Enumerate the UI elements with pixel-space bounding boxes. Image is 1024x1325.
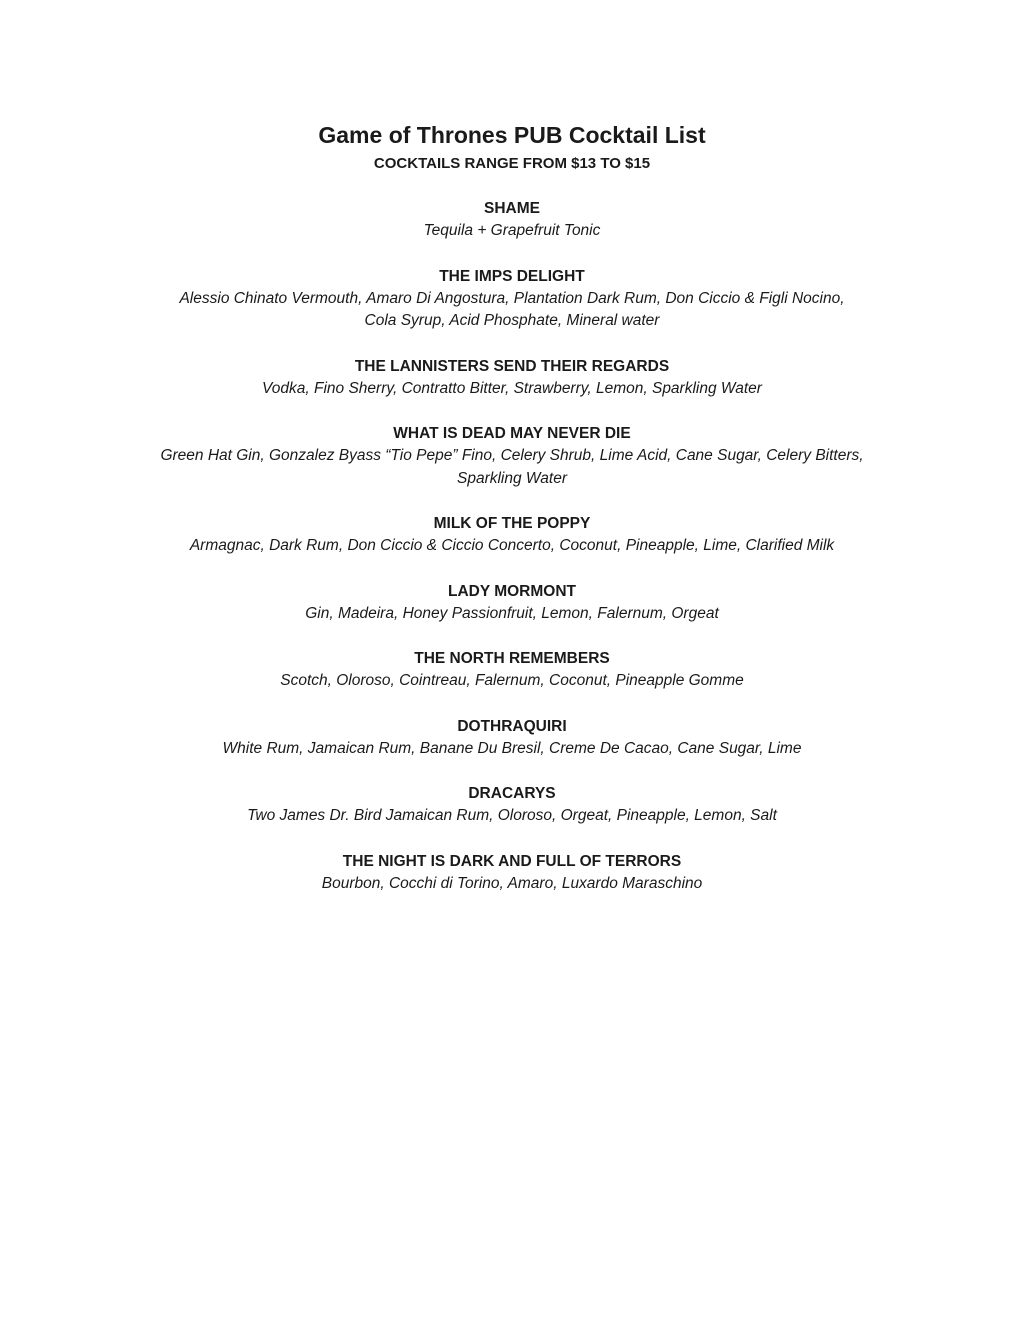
ingredients-line: Green Hat Gin, Gonzalez Byass “Tio Pepe” Fino, Celery Shrub, Lime Acid, Cane Sugar, Celery Bitters, [160,447,864,464]
ingredients-line: Vodka, Fino Sherry, Contratto Bitter, Strawberry, Lemon, Sparkling Water [262,379,762,397]
cocktail-item [100,648,924,693]
cocktail-name: THE IMPS DELIGHT [439,267,585,285]
cocktail-item [100,198,924,243]
cocktail-ingredients [100,220,924,243]
cocktail-item [100,581,924,626]
cocktail-ingredients [100,603,924,626]
cocktail-ingredients [100,805,924,828]
ingredients-line: Two James Dr. Bird Jamaican Rum, Oloroso, Orgeat, Pineapple, Lemon, Salt [247,807,777,824]
cocktail-item [100,356,924,401]
ingredients-line: Alessio Chinato Vermouth, Amaro Di Angostura, Plantation Dark Rum, Don Ciccio & Figli Nocino, [179,289,845,307]
cocktail-name: THE LANNISTERS SEND THEIR REGARDS [354,357,670,375]
ingredients-line: Scotch, Oloroso, Cointreau, Falernum, Coconut, Pineapple Gomme [280,672,744,689]
price-range-subtitle: COCKTAILS RANGE FROM $13 TO $15 [373,155,651,172]
cocktail-name: THE NIGHT IS DARK AND FULL OF TERRORS [342,852,682,870]
ingredients-line: Sparkling Water [457,469,567,487]
cocktail-name: SHAME [484,200,540,217]
cocktail-item [100,513,924,558]
ingredients-line: White Rum, Jamaican Rum, Banane Du Bresil, Creme De Cacao, Cane Sugar, Lime [222,739,802,757]
cocktail-item [100,716,924,761]
cocktail-ingredients [100,535,924,558]
page-title: Game of Thrones PUB Cocktail List [318,122,706,148]
cocktail-ingredients [100,873,924,896]
cocktail-item [100,423,924,490]
cocktail-name: DOTHRAQUIRI [457,717,567,735]
cocktail-name: THE NORTH REMEMBERS [414,650,610,667]
cocktail-item [100,851,924,896]
cocktail-ingredients [100,378,924,401]
ingredients-line: Bourbon, Cocchi di Torino, Amaro, Luxardo Maraschino [321,874,703,892]
cocktail-ingredients [100,738,924,761]
cocktail-name: DRACARYS [468,785,556,802]
ingredients-line: Armagnac, Dark Rum, Don Ciccio & Ciccio Concerto, Coconut, Pineapple, Lime, Clarified Milk [189,537,835,554]
ingredients-line: Gin, Madeira, Honey Passionfruit, Lemon, Falernum, Orgeat [305,604,719,622]
cocktail-item [100,783,924,828]
cocktail-name: LADY MORMONT [447,582,576,600]
cocktail-list [100,198,924,918]
cocktail-ingredients [100,288,924,333]
cocktail-ingredients [100,445,924,490]
cocktail-name: WHAT IS DEAD MAY NEVER DIE [393,425,631,442]
cocktail-item [100,266,924,333]
cocktail-ingredients [100,670,924,693]
ingredients-line: Tequila + Grapefruit Tonic [423,222,601,239]
ingredients-line: Cola Syrup, Acid Phosphate, Mineral water [364,312,660,329]
cocktail-name: MILK OF THE POPPY [433,515,591,532]
